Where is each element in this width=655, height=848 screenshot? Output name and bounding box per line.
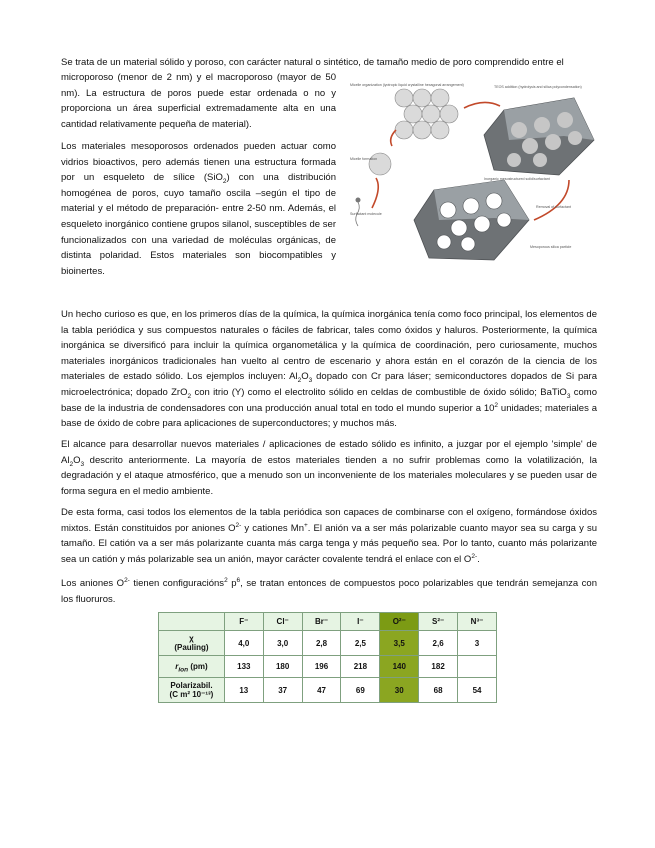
p5-sup1: 2- <box>235 521 242 529</box>
table-header-cell <box>159 613 225 631</box>
table-header-row <box>159 613 497 631</box>
table-cell: 3,0 <box>263 631 302 656</box>
p4-sub1: 2 <box>69 460 74 468</box>
table-cell: 68 <box>419 678 458 703</box>
label-micelle-organization: Micelle organization (lyotropic liquid crystalline hexagonal arrangement) <box>350 83 464 87</box>
p3-sub1: 2 <box>297 377 302 385</box>
paragraph-5 <box>61 505 597 567</box>
table-cell: 47 <box>302 678 341 703</box>
p3-sub2: 3 <box>308 377 313 385</box>
p5-c: . El anión va a ser más polarizable cuanto mayor sea su carga y su tamaño. El catión va a ser más polarizante cuanta más carga tenga y más pequeño sea. Por lo tanto, cuanto más polarizante sea un catión y más polarizable sea un anión, mayor carácter covalente tendrá el enlace con el O <box>61 522 597 565</box>
p6-c: p <box>227 578 237 589</box>
anion-properties-table <box>158 612 497 703</box>
table-cell: 4,0 <box>224 631 263 656</box>
row-label-symbol: r <box>175 662 179 671</box>
table-cell: 218 <box>341 656 380 678</box>
table-cell: 54 <box>458 678 497 703</box>
p2-text-b: ) con una distribución homogénea de poros, cuyo tamaño oscila –según el tipo de material y el método de preparación- entre 2-50 nm. Además, el esqueleto inorgánico contiene grupos silanol, susceptibles de ser funcionalizados con una variedad de moléculas orgánicas, de distinta polaridad. Estos materiales son biocompatibles y bioinertes. <box>61 172 337 277</box>
p4-sub2: 3 <box>80 460 85 468</box>
table-cell: 3 <box>458 631 497 656</box>
table-cell: 37 <box>263 678 302 703</box>
paragraph-4 <box>61 437 597 499</box>
p3-b: O <box>301 371 309 383</box>
table-header-cell: N³⁻ <box>458 613 497 631</box>
p6-sup2: 2 <box>224 576 228 584</box>
table-header-cell: F⁻ <box>224 613 263 631</box>
mesoporous-silica-synthesis-figure <box>344 80 596 270</box>
table-header-cell: Cl⁻ <box>263 613 302 631</box>
p3-sub3: 2 <box>187 392 192 400</box>
table-cell: 133 <box>224 656 263 678</box>
label-inorganic-solid: Inorganic mesostructured solid/surfactant <box>484 177 550 181</box>
p2-text-a: Los materiales mesoporosos ordenados pueden actuar como vidrios bioactivos, pero además tienen una estructura formada por un esqueleto de sílice (SiO <box>61 141 336 184</box>
micelle-cluster-icon <box>395 89 458 139</box>
table-header-cell-highlighted: O²⁻ <box>380 613 419 631</box>
table-cell: 2,8 <box>302 631 341 656</box>
p3-c: dopado con Cr para láser; semiconductores dopados de Si para microelectrónica; dopado ZrO <box>61 371 597 398</box>
table-header-cell: Br⁻ <box>302 613 341 631</box>
p3-sub4: 3 <box>566 392 571 400</box>
p5-sup3: 2- <box>471 552 478 560</box>
table-cell: 2,5 <box>341 631 380 656</box>
p5-b: y cationes Mn <box>241 522 304 534</box>
label-micelle-formation: Micelle formation <box>350 157 378 161</box>
table-cell: 13 <box>224 678 263 703</box>
table-cell: 180 <box>263 656 302 678</box>
row-label-ionic-radius <box>159 656 225 678</box>
p3-d: con itrio (Y) como el electrolito sólido en celdas de combustible de óxido sólido; BaTiO <box>191 386 567 398</box>
table-cell-highlighted: 3,5 <box>380 631 419 656</box>
p3-a: Un hecho curioso es que, en los primeros días de la química, la química inorgánica tenía como foco principal, los elementos de la tabla periódica y sus compuestos naturales o fáciles de fabricar, tales como óxidos y haluros. Posteriormente, la química inorgánica se diversificó para incluir la química organometálica y la química de coordinación, pero curiosamente, muchos materiales inorgánicos tradicionales han vuelto al centro de escenario y ahora están en el corazón de la ciencia de los materiales de estado sólido. Los ejemplos incluyen: Al <box>61 309 597 383</box>
table-cell: 2,6 <box>419 631 458 656</box>
table-row <box>159 656 497 678</box>
label-surfactant: Surfactant molecule <box>350 212 382 216</box>
p6-a: Los aniones O <box>61 578 125 589</box>
p6-b: tienen configuracións <box>129 578 225 589</box>
p5-a: De esta forma, casi todos los elementos de la tabla periódica son capaces de combinarse con el oxígeno, formándose óxidos mixtos. Están constituidos por aniones O <box>61 507 597 534</box>
paragraph-6 <box>61 576 597 607</box>
table-cell: 196 <box>302 656 341 678</box>
table-cell-highlighted: 140 <box>380 656 419 678</box>
row-label-unit: (pm) <box>188 662 208 671</box>
p4-b: O <box>73 454 81 466</box>
row-label-polarizability <box>159 678 225 703</box>
paragraph-3 <box>61 307 597 432</box>
table-cell: 182 <box>419 656 458 678</box>
p3-sup1: 2 <box>494 401 499 409</box>
p6-sup3: 6 <box>236 576 241 584</box>
row-label-unit: (Pauling) <box>174 643 209 652</box>
label-teos-addition: TEOS addition (hydrolysis and silica polycondensation) <box>494 85 582 89</box>
row-label-electronegativity <box>159 631 225 656</box>
p5-sup2: + <box>304 521 308 529</box>
table-header-cell: S²⁻ <box>419 613 458 631</box>
p2-sub: 2 <box>222 178 227 186</box>
table-cell <box>458 656 497 678</box>
mesostructured-solid-icon <box>484 98 594 175</box>
paragraph-1-first-line: Se trata de un material sólido y poroso, con carácter natural o sintético, de tamaño medio de poro comprendido entre el <box>61 57 564 68</box>
table-header-cell: I⁻ <box>341 613 380 631</box>
p6-sup1: 2- <box>124 576 130 584</box>
row-label-unit: (C m² 10⁻¹³) <box>169 690 214 699</box>
p3-e: como base de la industria de condensadores con una producción anual total en todo el mundo superior a 10 <box>61 386 597 414</box>
table-cell-highlighted: 30 <box>380 678 419 703</box>
p4-c: descrito anteriormente. La mayoría de estos materiales tienden a no sufrir problemas como la volatilización, la degradación y el ataque atmosférico, que a menudo son un inconveniente de los materiales moleculares y se pueden usar de forma segura en el medio ambiente. <box>61 454 597 497</box>
row-label-symbol: Polarizabil. <box>170 681 213 690</box>
p5-d: . <box>477 553 480 565</box>
row-label-subscript: ion <box>178 666 189 674</box>
paragraph-2 <box>61 139 336 279</box>
row-label-symbol: χ <box>189 634 194 643</box>
table-row <box>159 631 497 656</box>
table-cell: 69 <box>341 678 380 703</box>
label-mesoporous-particle: Mesoporous silica particle <box>530 245 572 249</box>
table-row <box>159 678 497 703</box>
label-removal: Removal of surfactant <box>536 205 571 209</box>
p3-f: unidades; materiales a base de óxido de cobre para aplicaciones de superconductores; y muchos más. <box>61 402 597 430</box>
paragraph-1-continuation: microporoso (menor de 2 nm) y el macroporoso (mayor de 50 nm). La estructura de poros puede estar ordenada o no y proporciona un área superficial extremadamente alta en una cantidad relativamente pequeña de material). <box>61 72 336 130</box>
mesoporous-silica-particle-icon <box>414 180 529 260</box>
p6-d: , se tratan entonces de compuestos poco polarizables que tendrán semejanza con los fluoruros. <box>61 578 597 605</box>
p4-a: El alcance para desarrollar nuevos materiales / aplicaciones de estado sólido es infinito, a juzgar por el ejemplo 'simple' de Al <box>61 439 597 466</box>
